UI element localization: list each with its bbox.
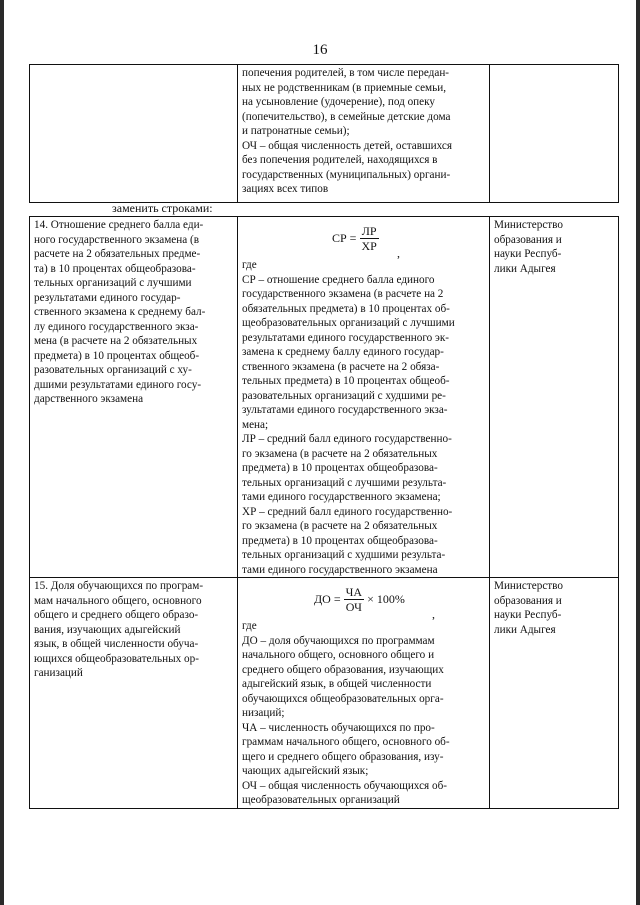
- text-line: ственного экзамена (в расчете на 2 обяза-: [242, 360, 440, 373]
- responsible-cell: [490, 217, 619, 578]
- formula-lhs: ДО =: [314, 592, 341, 607]
- text-line: результатами единого государ-: [34, 291, 181, 304]
- text-line: ющихся общеобразовательных ор-: [34, 652, 199, 665]
- table-row: [30, 578, 619, 809]
- text-line: ЧА – численность обучающихся по про-: [242, 721, 435, 734]
- text-line: попечения родителей, в том числе передан-: [242, 67, 450, 79]
- formula: [242, 218, 485, 258]
- text-line: чающих адыгейский язык;: [242, 765, 369, 777]
- text-line: образования и: [494, 233, 562, 246]
- replacement-table: [29, 216, 619, 809]
- text-line: ственного экзамена к среднему бал-: [34, 306, 206, 318]
- text-line: щеобразовательных организаций с лучшими: [242, 317, 455, 329]
- formula-expression: [332, 224, 382, 253]
- text-line: тельных предмета) в 10 процентах общеоб-: [242, 375, 450, 387]
- text-line: результатами единого государственного эк-: [242, 331, 449, 344]
- text-line: предмета) в 10 процентах общеоб-: [34, 349, 200, 362]
- text-line: государственного экзамена (в расчете на 2: [242, 288, 444, 300]
- table-row: [30, 217, 619, 578]
- scan-edge-left: [0, 0, 4, 905]
- text-line: лики Адыгея: [494, 262, 556, 275]
- continued-table: [29, 64, 619, 203]
- text-line: начального общего, основного общего и: [242, 649, 435, 661]
- formula-fraction: [359, 224, 378, 253]
- text-line: обучающихся общеобразовательных орга-: [242, 692, 444, 705]
- text-line: тами единого государственного экзамена;: [242, 491, 441, 503]
- text-line: замена к среднему баллу единого государ-: [242, 346, 444, 358]
- responsible-agency: [494, 218, 614, 276]
- text-line: Министерство: [494, 580, 563, 592]
- text-line: та) в 10 процентах общеобразова-: [34, 262, 196, 275]
- text-line: науки Респуб-: [494, 609, 562, 621]
- definition-text: [242, 66, 485, 197]
- formula-numerator: ЛР: [361, 224, 377, 238]
- formula-lhs: СР =: [332, 231, 357, 246]
- text-line: ганизаций: [34, 667, 83, 679]
- table-row: [30, 65, 619, 203]
- page-number: 16: [312, 42, 328, 58]
- definition-cell: [238, 65, 490, 203]
- text-line: мена (в расчете на 2 обязательных: [34, 335, 198, 347]
- text-line: дшими результатами единого госу-: [34, 378, 202, 391]
- formula-fraction: [344, 585, 364, 614]
- text-line: разовательных организаций с худшими ре-: [242, 389, 446, 402]
- replace-label: заменить строками:: [112, 201, 213, 215]
- text-line: щеобразовательных организаций: [242, 794, 400, 806]
- text-line: (попечительство), в семейные детские дома: [242, 110, 451, 123]
- formula-denominator: ХР: [361, 239, 377, 253]
- text-line: лики Адыгея: [494, 623, 556, 636]
- formula-cell: [238, 217, 490, 578]
- text-line: ЛР – средний балл единого государственно-: [242, 433, 452, 445]
- text-line: предмета) в 10 процентах общеобразова-: [242, 534, 438, 547]
- indicator-name: [34, 218, 233, 407]
- formula-numerator: ЧА: [345, 585, 363, 599]
- responsible-cell: [490, 578, 619, 809]
- scan-edge-right: [636, 0, 640, 905]
- text-line: щего и среднего общего образования, изу-: [242, 750, 444, 763]
- text-line: Министерство: [494, 219, 563, 231]
- text-line: ных не родственникам (в приемные семьи,: [242, 81, 447, 94]
- text-line: предмета) в 10 процентах общеобразова-: [242, 462, 438, 474]
- text-line: на усыновление (удочерение), под опеку: [242, 96, 436, 108]
- text-line: тельных организаций с лучшими: [34, 277, 192, 289]
- text-line: СР – отношение среднего балла единого: [242, 273, 435, 286]
- formula-comma: ,: [432, 607, 435, 621]
- responsible-agency: [494, 579, 614, 637]
- indicator-name-cell: [30, 578, 238, 809]
- formula-legend: [242, 258, 485, 577]
- text-line: тами единого государственного экзамена: [242, 563, 438, 576]
- text-line: низаций;: [242, 707, 285, 719]
- text-line: государственных (муниципальных) органи-: [242, 168, 451, 181]
- indicator-name: [34, 579, 233, 681]
- formula-expression: [314, 585, 405, 614]
- text-line: зультатами единого государственного экза-: [242, 404, 448, 416]
- text-line: ДО – доля обучающихся по программам: [242, 634, 435, 647]
- text-line: 14. Отношение среднего балла еди-: [34, 219, 204, 231]
- text-line: ОЧ – общая численность детей, оставшихся: [242, 139, 452, 152]
- text-line: дарственного экзамена: [34, 393, 144, 405]
- text-line: адыгейский язык, в общей численности: [242, 678, 432, 690]
- text-line: граммам начального общего, основного об-: [242, 736, 450, 748]
- formula-denominator: ОЧ: [345, 600, 362, 614]
- text-line: расчете на 2 обязательных предме-: [34, 248, 201, 260]
- text-line: го экзамена (в расчете на 2 обязательных: [242, 520, 438, 532]
- text-line: тельных организаций с лучшими результа-: [242, 476, 447, 489]
- text-line: где: [242, 620, 257, 632]
- formula-tail: × 100%: [367, 592, 405, 607]
- text-line: мена;: [242, 418, 269, 431]
- empty-cell: [490, 65, 619, 203]
- text-line: ОЧ – общая численность обучающихся об-: [242, 779, 447, 792]
- text-line: без попечения родителей, находящихся в: [242, 154, 438, 166]
- text-line: обязательных предмета) в 10 процентах об-: [242, 302, 450, 315]
- empty-cell: [30, 65, 238, 203]
- text-line: где: [242, 259, 257, 271]
- indicator-name-cell: [30, 217, 238, 578]
- text-line: науки Респуб-: [494, 248, 562, 260]
- text-line: 15. Доля обучающихся по програм-: [34, 580, 204, 592]
- text-line: образования и: [494, 594, 562, 607]
- text-line: среднего общего образования, изучающих: [242, 663, 444, 676]
- text-line: общего и среднего общего образо-: [34, 609, 199, 621]
- formula-cell: [238, 578, 490, 809]
- text-line: язык, в общей численности обуча-: [34, 638, 199, 650]
- text-line: ХР – средний балл единого государственно-: [242, 505, 453, 518]
- text-line: тельных организаций с худшими результа-: [242, 549, 446, 561]
- text-line: лу единого государственного экза-: [34, 320, 199, 333]
- text-line: зациях всех типов: [242, 183, 329, 195]
- formula-comma: ,: [397, 246, 400, 260]
- formula-legend: [242, 619, 485, 808]
- text-line: ного государственного экзамена (в: [34, 233, 200, 246]
- text-line: и патронатные семьи);: [242, 125, 350, 137]
- formula: [242, 579, 485, 619]
- text-line: мам начального общего, основного: [34, 594, 202, 607]
- text-line: вания, изучающих адыгейский: [34, 623, 181, 636]
- text-line: разовательных организаций с ху-: [34, 364, 192, 376]
- text-line: го экзамена (в расчете на 2 обязательных: [242, 447, 438, 460]
